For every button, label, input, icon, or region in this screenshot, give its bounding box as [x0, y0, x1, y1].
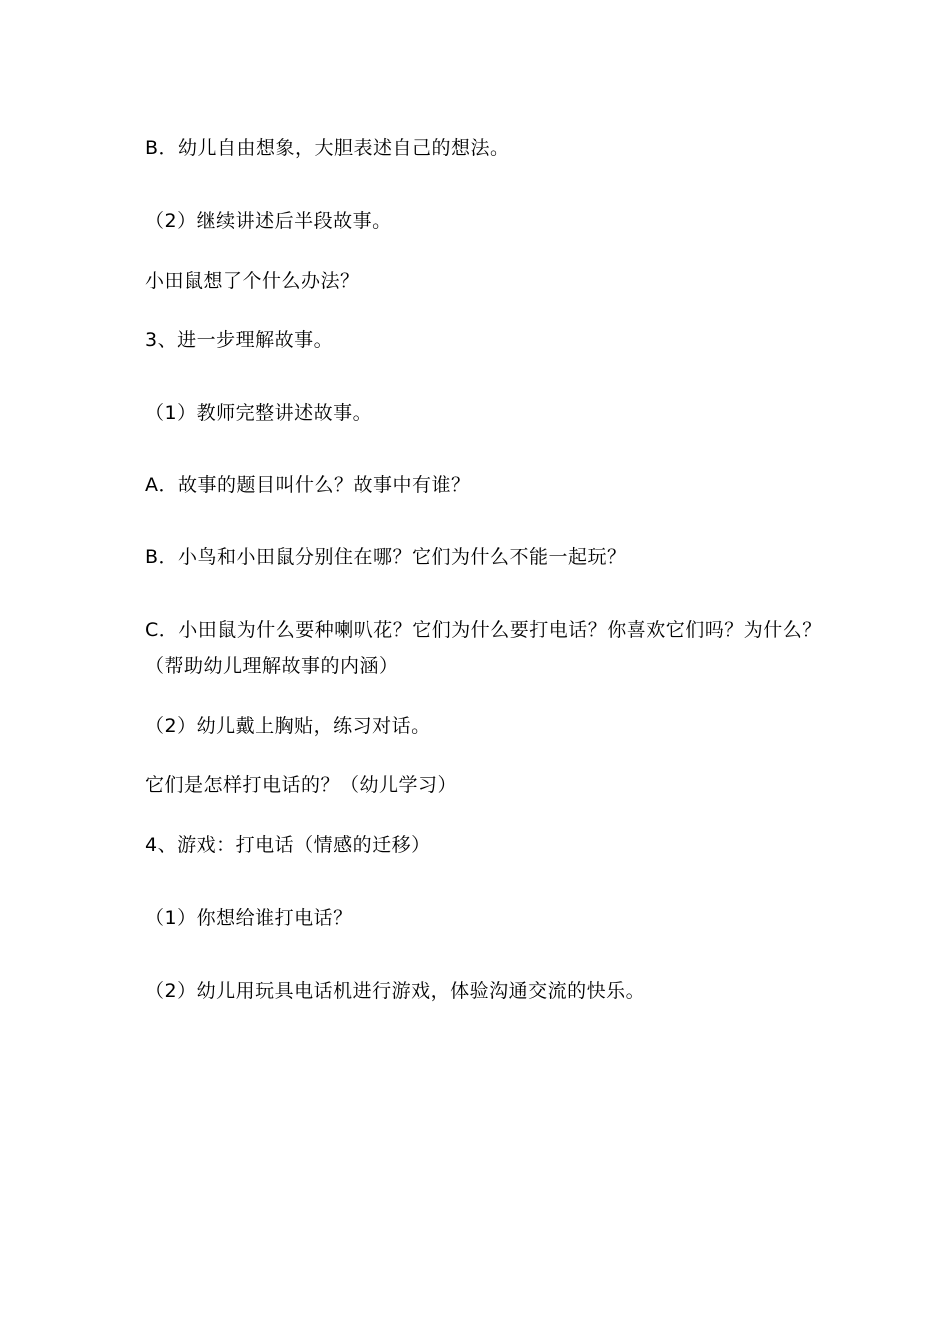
- paragraph-how-to-call: 它们是怎样打电话的？（幼儿学习）: [145, 774, 458, 796]
- paragraph-teacher-tells-story: （1）教师完整讲述故事。: [145, 402, 373, 424]
- paragraph-mouse-idea-question: 小田鼠想了个什么办法？: [145, 270, 360, 292]
- paragraph-question-c: C．小田鼠为什么要种喇叭花？它们为什么要打电话？你喜欢它们吗？为什么？（帮助幼儿理解故事的内涵）: [145, 619, 822, 677]
- heading-step-4-game: 4、游戏：打电话（情感的迁移）: [145, 834, 431, 856]
- paragraph-toy-phone-game: （2）幼儿用玩具电话机进行游戏，体验沟通交流的快乐。: [145, 980, 646, 1002]
- heading-step-3: 3、进一步理解故事。: [145, 329, 334, 351]
- paragraph-who-to-call: （1）你想给谁打电话？: [145, 907, 353, 929]
- paragraph-question-a: A．故事的题目叫什么？故事中有谁？: [145, 474, 471, 496]
- paragraph-b-free-imagination: B．幼儿自由想象，大胆表述自己的想法。: [145, 137, 510, 159]
- paragraph-continue-story: （2）继续讲述后半段故事。: [145, 210, 392, 232]
- paragraph-practice-dialogue: （2）幼儿戴上胸贴，练习对话。: [145, 715, 431, 737]
- paragraph-question-b: B．小鸟和小田鼠分别住在哪？它们为什么不能一起玩？: [145, 546, 627, 568]
